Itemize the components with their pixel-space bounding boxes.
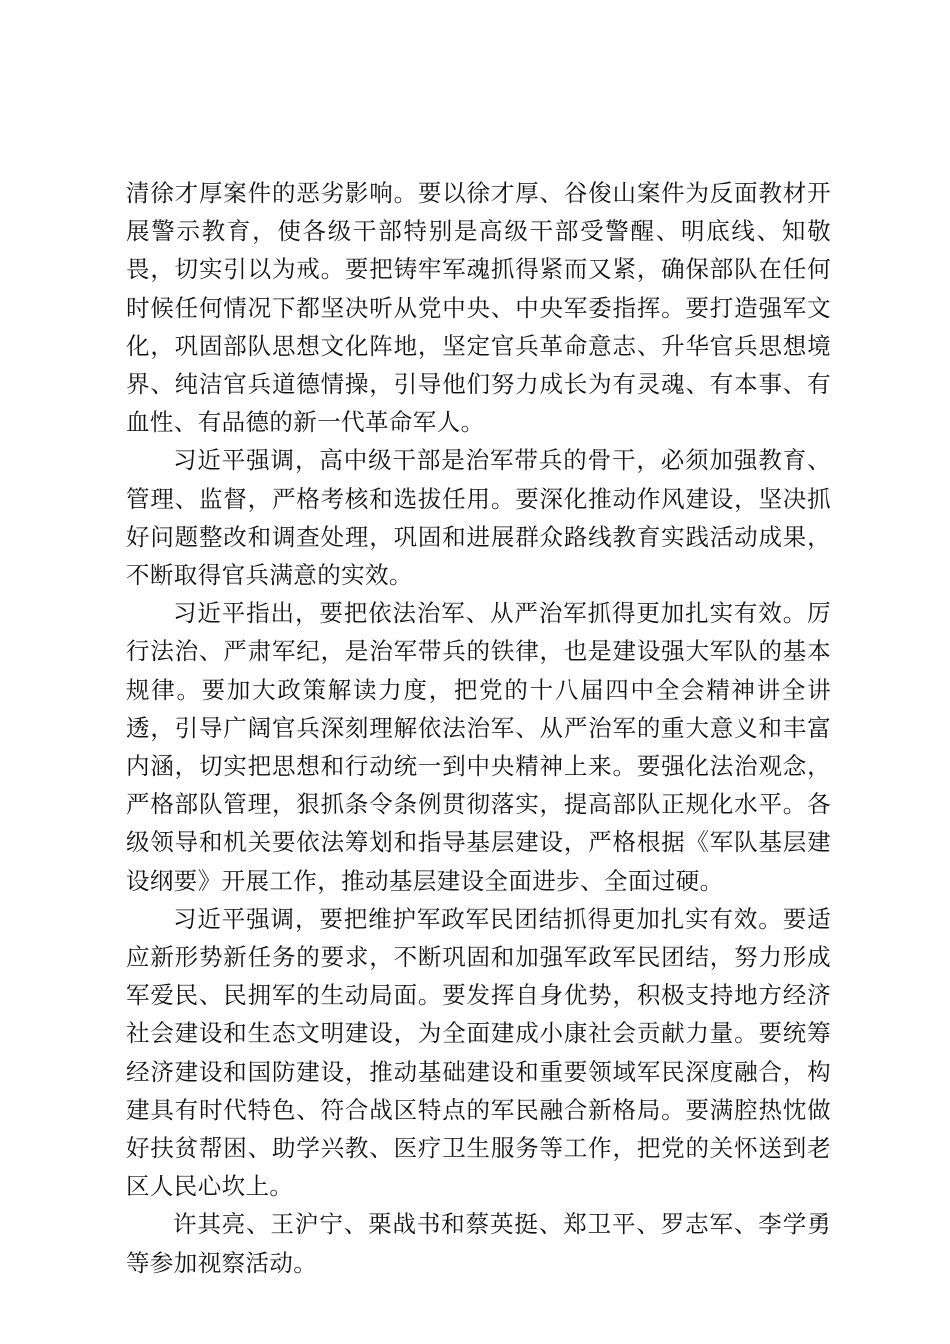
paragraph-continuation: 清徐才厚案件的恶劣影响。要以徐才厚、谷俊山案件为反面教材开展警示教育，使各级干部特别是高级干部受警醒、明底线、知敬畏，切实引以为戒。要把铸牢军魂抓得紧而又紧，确保部队在任何时候任何情况下都坚决听从党中央、中央军委指挥。要打造强军文化，巩固部队思想文化阵地，坚定官兵革命意志、升华官兵思想境界、纯洁官兵道德情操，引导他们努力成长为有灵魂、有本事、有血性、有品德的新一代革命军人。 — [126, 179, 831, 437]
article-body — [126, 174, 831, 1282]
paragraph-attendees: 许其亮、王沪宁、栗战书和蔡英挺、郑卫平、罗志军、李学勇等参加视察活动。 — [126, 1210, 831, 1277]
paragraph-cadre-management: 习近平强调，高中级干部是治军带兵的骨干，必须加强教育、管理、监督，严格考核和选拔任用。要深化推动作风建设，坚决抓好问题整改和调查处理，巩固和进展群众路线教育实践活动成果，不断取得官兵满意的实效。 — [126, 446, 831, 590]
paragraph-rule-of-law: 习近平指出，要把依法治军、从严治军抓得更加扎实有效。厉行法治、严肃军纪，是治军带兵的铁律，也是建设强大军队的基本规律。要加大政策解读力度，把党的十八届四中全会精神讲全讲透，引导广阔官兵深刻理解依法治军、从严治军的重大意义和丰富内涵，切实把思想和行动统一到中央精神上来。要强化法治观念，严格部队管理，狠抓条令条例贯彻落实，提高部队正规化水平。各级领导和机关要依法筹划和指导基层建设，严格根据《军队基层建设纲要》开展工作，推动基层建设全面进步、全面过硬。 — [126, 599, 831, 895]
paragraph-military-civilian-unity: 习近平强调，要把维护军政军民团结抓得更加扎实有效。要适应新形势新任务的要求，不断巩固和加强军政军民团结，努力形成军爱民、民拥军的生动局面。要发挥自身优势，积极支持地方经济社会建设和生态文明建设，为全面建成小康社会贡献力量。要统筹经济建设和国防建设，推动基础建设和重要领域军民深度融合，构建具有时代特色、符合战区特点的军民融合新格局。要满腔热忱做好扶贫帮困、助学兴教、医疗卫生服务等工作，把党的关怀送到老区人民心坎上。 — [126, 904, 831, 1201]
